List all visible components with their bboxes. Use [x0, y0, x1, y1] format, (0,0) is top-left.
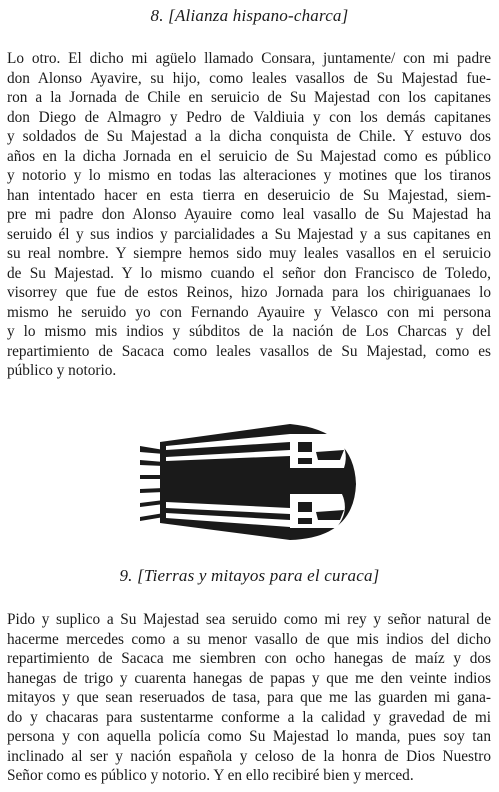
text-line: su real nombre. Y siempre hemos sido muy leales vasallos en el seruicio — [7, 245, 491, 262]
text-line: pre mi padre don Alonso Ayauire como leal vasallo de Su Majestad ha — [7, 206, 491, 223]
text-line: do y chacaras para sustentarme conforme a la calidad y gravedad de mi — [7, 708, 491, 726]
text-line: y lo mismo mis indios y súbditos de la nación de Los Charcas y del — [7, 323, 491, 340]
text-line: y notorio y lo mismo en todas las alteraciones y motines que los tiranos — [7, 167, 491, 184]
text-line: y soldados de Su Majestad a la dicha conquista de Chile. Y estuvo dos — [7, 128, 491, 145]
text-line: persona y con aquella policía como Su Majestad lo manda, pues soy tan — [7, 728, 491, 745]
text-line: repartimiento de Sacaca me siembren con ocho hanegas de maíz y dos — [7, 650, 491, 667]
text-line: Señor como es público y notorio. Y en ello recibiré bien y merced. — [7, 767, 414, 784]
text-line: mismo he seruido yo con Fernando Ayauire y Velasco con mi persona — [7, 303, 491, 321]
section-9-paragraph — [7, 610, 491, 786]
text-line: hanegas de trigo y cuarenta hanegas de papas y que me den veinte indios — [7, 669, 491, 687]
section-9-heading: 9. [Tierras y mitayos para el curaca] — [119, 566, 380, 585]
text-line: años en la dicha Jornada en el seruicio de Su Majestad como es público — [7, 147, 491, 165]
text-line: inclinado al ser y nación española y celoso de la honra de Dios Nuestro — [7, 747, 491, 765]
text-line: ron a la Jornada de Chile en seruicio de Su Majestad con los capitanes — [7, 89, 491, 106]
text-line: han intentado hacer en esta tierra en deseruicio de Su Majestad, siem- — [7, 186, 491, 204]
text-line: mitayos y que sean reseruados de tasa, para que me las guarden mi gana- — [7, 689, 491, 706]
text-line: Lo otro. El dicho mi agüelo llamado Consara, juntamente/ con mi padre — [7, 50, 491, 67]
text-line: público y notorio. — [7, 362, 117, 379]
text-line: repartimiento de Sacaca como leales vasallos de Su Majestad, como es — [7, 342, 491, 360]
section-8-heading: 8. [Alianza hispano-charca] — [150, 6, 349, 25]
text-line: don Diego de Almagro y Pedro de Valdiuia y con los demás capitanes — [7, 108, 491, 126]
text-line: de Su Majestad. Y lo mismo cuando el señor don Francisco de Toledo, — [7, 264, 491, 282]
serpent-emblem-icon — [140, 420, 358, 544]
text-line: hacerme mercedes como a su menor vasallo de que mis indios del dicho — [7, 630, 491, 648]
section-8-paragraph — [7, 49, 491, 381]
text-line: don Alonso Ayavire, su hijo, como leales vasallos de Su Majestad fue- — [7, 69, 491, 87]
text-line: Pido y suplico a Su Majestad sea seruido como mi rey y señor natural de — [7, 611, 491, 628]
text-line: seruido él y sus indios y parcialidades a Su Majestad y a sus capitanes en — [7, 225, 491, 243]
text-line: visorrey que fue de estos Reinos, hizo Jornada para los chiriguanaes lo — [7, 284, 491, 301]
